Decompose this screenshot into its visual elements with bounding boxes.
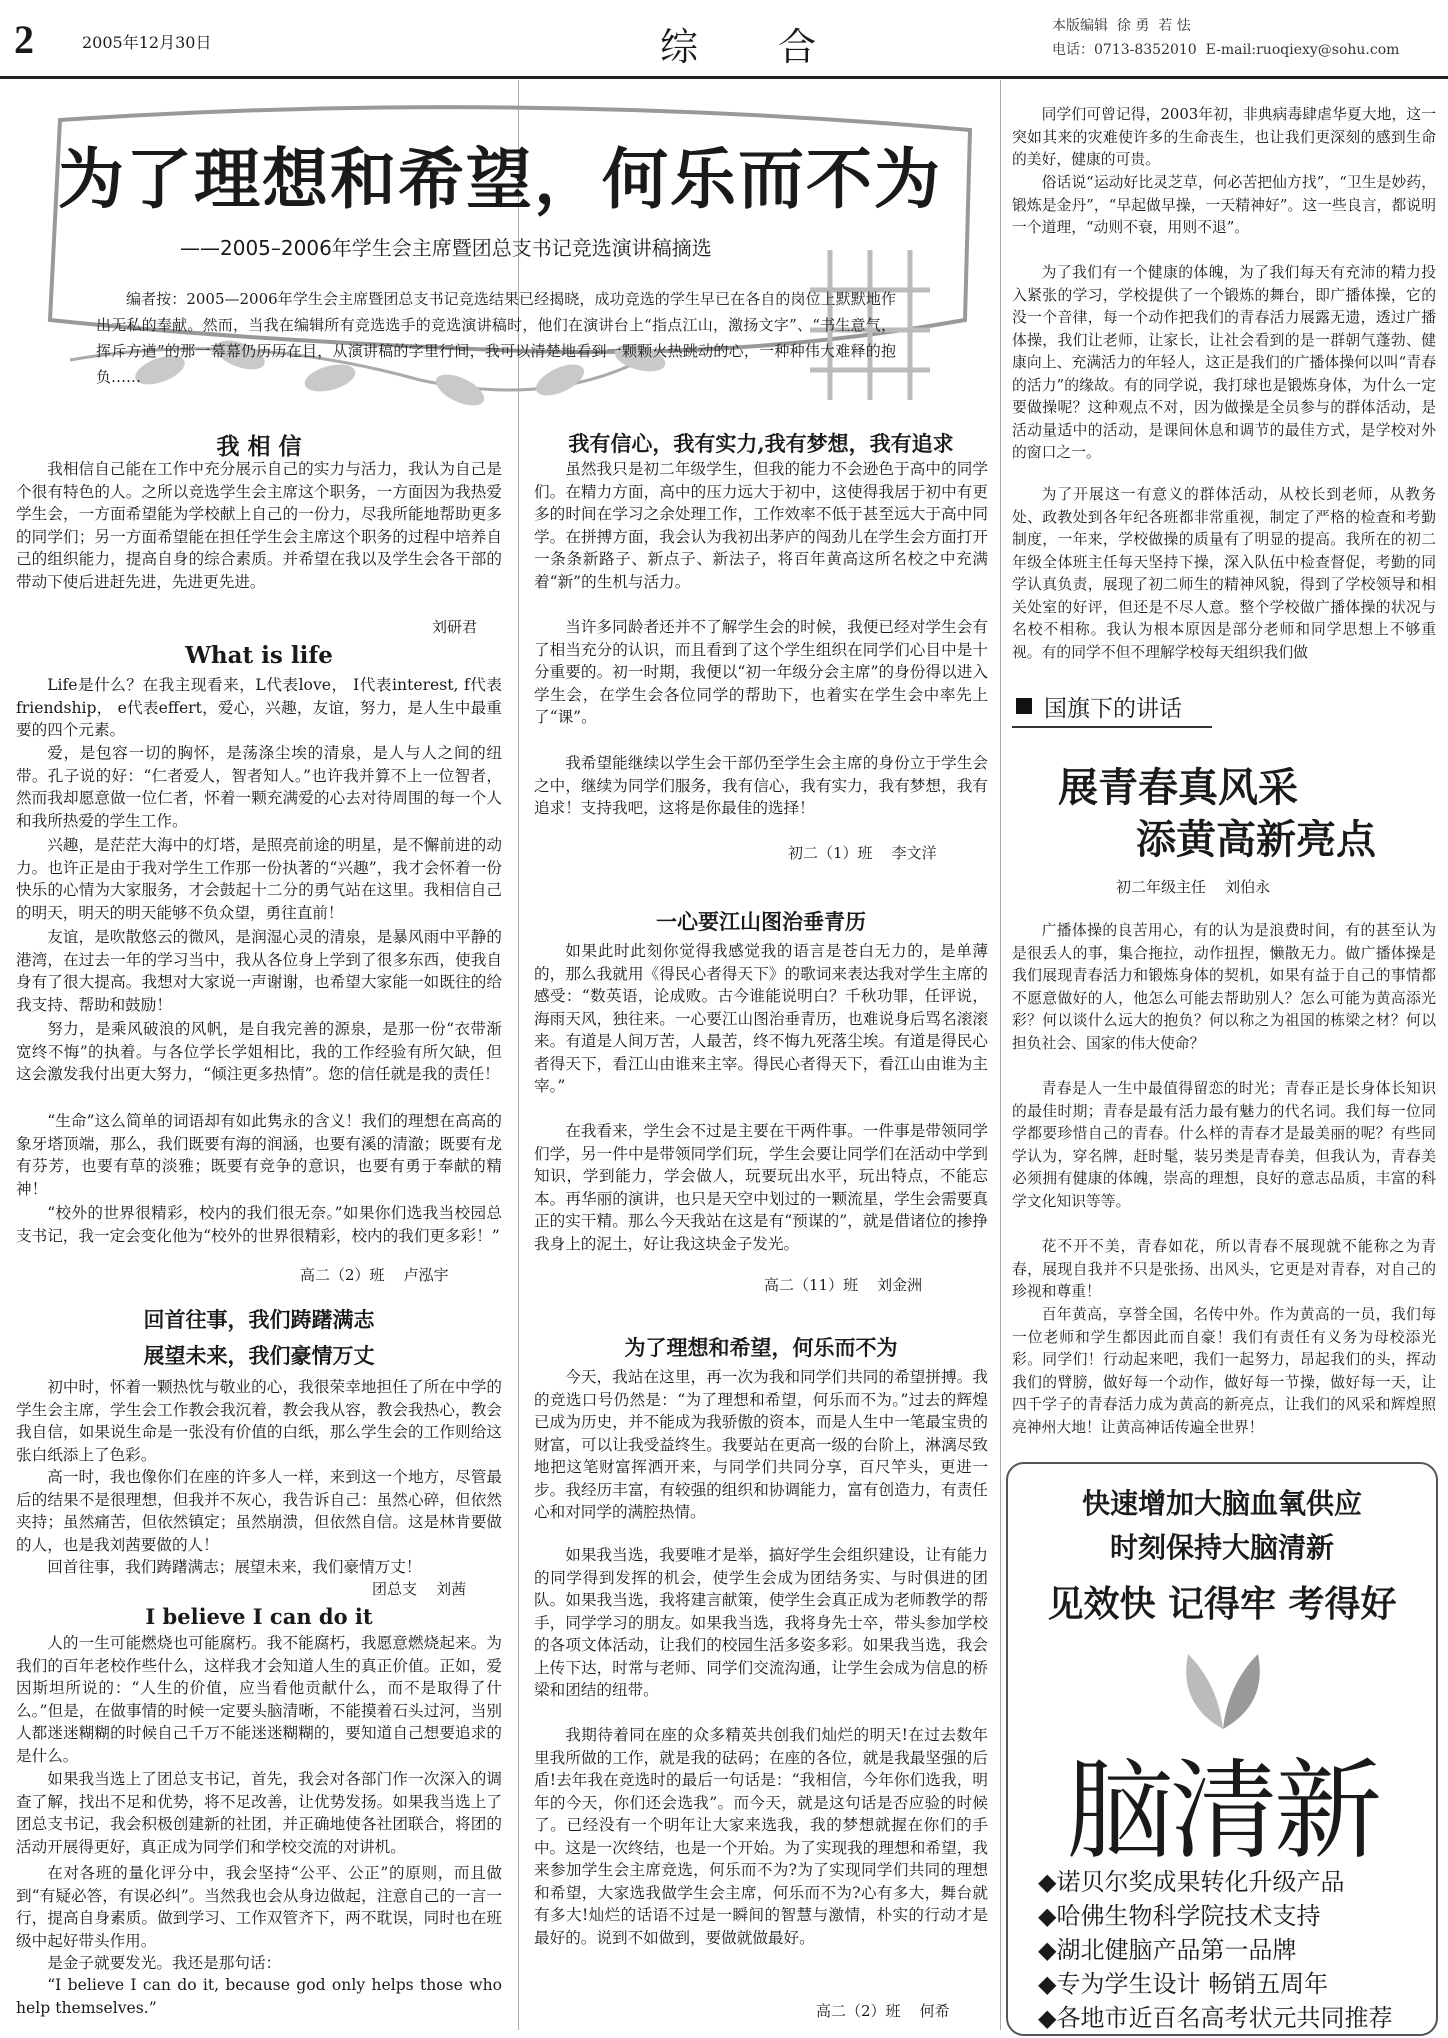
article-author: 刘研君 [432,618,478,636]
article-body: 初中时，怀着一颗热忱与敬业的心，我很荣幸地担任了所在中学的学生会主席，学生会工作教会我沉着，教会我从容，教会我热心，教会我自信，如果说生命是一张没有价值的白纸，那么学生会的工作则给这张白纸添上了色彩。 [16,1378,502,1464]
advertisement [1006,1462,1438,2036]
article-byline: 初二年级主任 刘伯永 [1116,878,1271,896]
section-title: 综 合 [660,25,851,69]
article-body: 我希望能继续以学生会干部仍至学生会主席的身份立于学生会之中，继续为同学们服务，我有信心，我有实力，我有梦想，我有追求！支持我吧，这将是你最佳的选择！ [534,754,988,817]
article-title: I believe I can do it [145,1604,373,1629]
article-quote: “I believe I can do it, because god only helps those who help themselves.” [16,1976,502,2017]
article-title: 展青春真风采 [1058,765,1298,811]
article-body: 如果我当选上了团总支书记，首先，我会对各部门作一次深入的调查了解，找出不足和优势，将不足改善，让优势发扬。如果我当选上了团总支书记，我会积极创建新的社团，并正确地使各社团联合，将团的活动开展得更好，真正成为同学们和学校交流的对讲机。 [16,1770,502,1856]
column-tag: 国旗下的讲话 [1044,696,1182,722]
article-title: 为了理想和希望，何乐而不为 [624,1335,898,1360]
article-title: 添黄高新亮点 [1136,817,1376,863]
section-marker [1016,698,1032,714]
article-body: “生命”这么简单的词语却有如此隽永的含义！我们的理想在高高的象牙塔顶端，那么，我们既要有海的润涵，也要有溪的清澈；既要有龙有芬芳，也要有草的淡雅；既要有竞争的意识，也要有勇于奉献的精神！ [16,1112,502,1198]
article-body: 百年黄高，享誉全国，名传中外。作为黄高的一员，我们每一位老师和学生都因此而自豪！我们有责任有义务为母校添光彩。同学们！行动起来吧，我们一起努力，昂起我们的头，挥动我们的臂膀，做好每一个动作，做好每一节操，做好每一天，让四千学子的青春活力成为黄高的新亮点，让我们的风采和辉煌照亮神州大地！让黄高神话传遍全世界！ [1012,1306,1436,1436]
ad-logo: 脑清新 [1065,1749,1378,1874]
leaf-illustration [1158,1644,1288,1734]
article-title: 一心要江山图治垂青历 [656,909,866,934]
article-body: 如果此时此刻你觉得我感觉我的语言是苍白无力的，是单薄的，那么我就用《得民心者得天下》的歌词来表达我对学生主席的感受：“数英语，论成败。古今谁能说明白？千秋功罪，任评说，海雨天风，独往来。一心要江山图治垂青历，也难说身后骂名滚滚来。有道是人间万苦，人最苦，终不悔九死落尘埃。有道是得民心者得天下，看江山由谁来主宰。得民心者得天下，看江山由谁为主宰。” [534,942,988,1095]
article-body: 在对各班的量化评分中，我会坚持“公平、公正”的原则，而且做到“有疑必答，有误必纠”。当然我也会从身边做起，注意自己的一言一行，提高自身素质。做到学习、工作双管齐下，两不耽误，同时也在班级中起好带头作用。 [16,1864,502,1950]
article-title: 我有信心，我有实力,我有梦想，我有追求 [568,431,954,456]
article-title: 我 相 信 [216,433,302,460]
article-body: 同学们可曾记得，2003年初，非典病毒肆虐华夏大地，这一突如其来的灾难使许多的生命丧生，也让我们更深刻的感到生命的美好，健康的可贵。 [1012,106,1436,168]
article-body: 人的一生可能燃烧也可能腐朽。我不能腐朽，我愿意燃烧起来。为我们的百年老校作些什么，这样我才会知道人生的真正价值。正如，爱因斯坦所说的：“人生的价值，应当看他贡献什么，而不是取得了什么。”但是，在做事情的时候一定要头脑清晰，不能摸着石头过河，当别人都迷迷糊糊的时候自己千万不能迷迷糊糊的，要知道自己想要追求的是什么。 [16,1634,502,1765]
contact-line: 电话：0713-8352010 E-mail:ruoqiexy@sohu.com [1052,42,1400,58]
ad-bullet: ◆湖北健脑产品第一品牌 [1038,1936,1297,1964]
article-body: 是金子就要发光。我还是那句话： [47,1954,282,1972]
article-body: 广播体操的良苦用心，有的认为是浪费时间，有的甚至认为是很丢人的事，集合拖拉，动作扭捏，懒散无力。做广播体操是我们展现青春活力和锻炼身体的契机，如果有益于自己的事情都不愿意做好的人，他怎么可能去帮助别人？怎么可能为黄高添光彩？何以谈什么远大的抱负？何以称之为祖国的栋梁之材？何以担负社会、国家的伟大使命？ [1012,922,1436,1052]
editor-line: 本版编辑 徐 勇 若 怯 [1052,18,1191,34]
article-body: 爱，是包容一切的胸怀，是荡涤尘埃的清泉，是人与人之间的纽带。孔子说的好：“仁者爱人，智者知人。”也许我并算不上一位智者，然而我却愿意做一位仁者，怀着一颗充满爱的心去对待周围的每一个人和我所热爱的学生工作。 [16,744,502,830]
article-body: 回首往事，我们踌躇满志；展望未来，我们豪情万丈！ [47,1558,422,1576]
ad-bullet: ◆各地市近百名高考状元共同推荐 [1038,2004,1393,2032]
ad-bullet: ◆哈佛生物科学院技术支持 [1038,1902,1321,1930]
article-body: 今天，我站在这里，再一次为我和同学们共同的希望拼搏。我的竞选口号仍然是：“为了理想和希望，何乐而不为。”过去的辉煌已成为历史，并不能成为我骄傲的资本，而是人生中一笔最宝贵的财富，可以让我受益终生。我要站在更高一级的台阶上，淋漓尽致地把这笔财富挥洒开来，与同学们共同分享，百尺竿头，更进一步。我经历丰富，有较强的组织和协调能力，富有创造力，有责任心和对同学的满腔热情。 [534,1368,988,1521]
issue-date: 2005年12月30日 [82,33,212,52]
ad-headline: 时刻保持大脑清新 [1109,1531,1334,1564]
article-body: 友谊，是吹散悠云的微风，是润湿心灵的清泉，是暴风雨中平静的港湾，在过去一年的学习当中，我从各位身上学到了很多东西，使我自身有了很大提高。我想对大家说一声谢谢，也希望大家能一如既往的给我支持、帮助和鼓励！ [16,928,502,1014]
article-author: 高二（11）班 刘金洲 [764,1276,923,1294]
article-body: 虽然我只是初二年级学生，但我的能力不会逊色于高中的同学们。在精力方面，高中的压力远大于初中，这使得我居于初中有更多的时间在学习之余处理工作，工作效率不低于甚至远大于高中同学。在拼搏方面，我会认为我初出茅庐的闯劲儿在学生会方面打开一条条新路子、新点子、新法子，将百年黄高这所名校之中充满着“新”的生机与活力。 [534,460,988,591]
article-body: Life是什么？在我主现看来，L代表love， I代表interest, f代表friendship， e代表effert，爱心，兴趣，友谊，努力，是人生中最重要的四个元素。 [16,676,502,739]
tag-underline [1012,726,1212,728]
ad-bullet: ◆诺贝尔奖成果转化升级产品 [1038,1868,1345,1896]
page-number: 2 [14,17,34,62]
article-body: 如果我当选，我要唯才是举，搞好学生会组织建设，让有能力的同学得到发挥的机会，使学生会成为团结务实、与时俱进的团队。如果我当选，我将建言献策，使学生会真正成为老师教学的帮手，同学学习的朋友。如果我当选，我将身先士卒，带头参加学校的各项文体活动，让我们的校园生活多姿多彩。如果我当选，我会上传下达，时常与老师、同学们交流沟通，让学生会成为信息的桥梁和团结的纽带。 [534,1546,988,1699]
article-author: 团总支 刘茜 [372,1580,467,1598]
article-body: 我相信自己能在工作中充分展示自己的实力与活力，我认为自己是个很有特色的人。之所以竞选学生会主席这个职务，一方面因为我热爱学生会，一方面希望能为学校献上自己的一份力，尽我所能地帮助更多的同学们；另一方面希望能在担任学生会主席这个职务的过程中培养自己的组织能力，提高自身的综合素质。并希望在我以及学生会各干部的带动下使后进赶先进，先进更先进。 [16,460,502,591]
main-title: 为了理想和希望，何乐而不为 [58,141,942,218]
ad-slogan: 见效快 记得牢 考得好 [1047,1584,1397,1625]
article-body: 花不开不美，青春如花，所以青春不展现就不能称之为青春，展现自我并不只是张扬、出风头，它更是对青春，对自己的珍视和尊重！ [1012,1238,1436,1300]
ad-headline: 快速增加大脑血氧供应 [1081,1487,1362,1520]
article-author: 高二（2）班 何希 [816,2002,950,2020]
article-title: 展望未来，我们豪情万丈 [143,1343,375,1368]
article-title: 回首往事，我们踌躇满志 [143,1307,375,1332]
article-body: 俗话说“运动好比灵芝草，何必苦把仙方找”，“卫生是妙药，锻炼是金丹”，“早起做早操，一天精神好”。这一些良言，都说明一个道理，“动则不衰，用则不退”。 [1012,174,1436,236]
article-body: 当许多同龄者还并不了解学生会的时候，我便已经对学生会有了相当充分的认识，而且看到了这个学生组织在同学们心目中是十分重要的。初一时期，我便以“初一年级分会主席”的身份得以进入学生会，在学生会各位同学的帮助下，也着实在学生会中率先上了“课”。 [534,618,988,726]
editor-note: 编者按：2005—2006年学生会主席暨团总支书记竞选结果已经揭晓，成功竞选的学生早已在各自的岗位上默默地作出无私的奉献。然而，当我在编辑所有竞选选手的竞选演讲稿时，他们在演讲台上“指点江山，激扬文字”、“书生意气，挥斥方遒”的那一幕幕仍历历在目，从演讲稿的字里行间，我可以清楚地看到一颗颗火热跳动的心，一种种伟大难释的抱负…… [96,290,896,386]
main-subtitle: ——2005–2006年学生会主席暨团总支书记竞选演讲稿摘选 [180,236,712,260]
column-divider [1000,80,1001,2030]
article-author: 高二（2）班 卢泓宇 [300,1266,449,1284]
article-body: “校外的世界很精彩，校内的我们很无奈。”如果你们选我当校园总支书记，我一定会变化他为“校外的世界很精彩，校内的我们更多彩！” [16,1204,502,1245]
editor-info [1052,14,1399,62]
article-body: 青春是人一生中最值得留恋的时光；青春正是长身体长知识的最佳时期；青春是最有活力最有魅力的代名词。我们每一位同学都要珍惜自己的青春。什么样的青春才是最美丽的呢？有些同学认为，穿名牌，赶时髦，装另类是青春美，但我认为，青春美必须拥有健康的体魄，崇高的理想，良好的意志品质，丰富的科学文化知识等等。 [1012,1080,1436,1210]
article-body: 为了我们有一个健康的体魄，为了我们每天有充沛的精力投入紧张的学习，学校提供了一个锻炼的舞台，即广播体操，它的没一个音律，每一个动作把我们的青春活力展露无遗，透过广播体操，我们让老师，让家长，让社会看到的是一群朝气蓬勃、健康向上、充满活力的年轻人，这正是我们的广播体操何以叫“青春的活力”的缘故。有的同学说，我打球也是锻炼身体，为什么一定要做操呢？这种观点不对，因为做操是全员参与的群体活动，是活动量适中的活动，是课间休息和调节的最佳方式，是学校对外的窗口之一。 [1012,264,1436,461]
article-body: 我期待着同在座的众多精英共创我们灿烂的明天!在过去数年里我所做的工作，就是我的砝码；在座的各位，就是我最坚强的后盾!去年我在竞选时的最后一句话是：“我相信，今年你们选我，明年的今天，你们还会选我”。而今天，就是这句话是否应验的时候了。已经没有一个明年让大家来选我，我的梦想就握在你们的手中。这是一次终结，也是一个开始。为了实现我的理想和希望，我来参加学生会主席竞选，何乐而不为?为了实现同学们共同的理想和希望，大家选我做学生会主席，何乐而不为?心有多大，舞台就有多大!灿烂的话语不过是一瞬间的智慧与激情，朴实的行动才是最好的。说到不如做到，要做就做最好。 [534,1726,988,1947]
ad-bullet: ◆专为学生设计 畅销五周年 [1038,1970,1329,1998]
article-title: What is life [185,642,333,669]
article-body: 高一时，我也像你们在座的许多人一样，来到这一个地方，尽管最后的结果不是很理想，但我并不灰心，我告诉自己：虽然心碎，但依然夹持；虽然痛苦，但依然镇定；虽然崩溃，但依然自信。这是林肯要做的人，也是我刘茜要做的人！ [16,1468,502,1554]
article-body: 在我看来，学生会不过是主要在干两件事。一件事是带领同学们学，另一件中是带领同学们玩，学生会要让同学们在活动中学到知识，学到能力，学会做人，玩要玩出水平，玩出特点，不能忘本。再华丽的演讲，也只是天空中划过的一颗流星，学生会需要真正的实干精。那么今天我站在这是有“预谋的”，就是借诸位的掺挣我身上的泥土，好让我这块金子发光。 [534,1122,988,1253]
article-body: 努力，是乘风破浪的风帆，是自我完善的源泉，是那一份“衣带渐宽终不悔”的执着。与各位学长学姐相比，我的工作经验有所欠缺，但这会激发我付出更大努力，“倾注更多热情”。您的信任就是我的责任！ [16,1020,502,1083]
article-body: 兴趣，是茫茫大海中的灯塔，是照亮前途的明星，是不懈前进的动力。也许正是由于我对学生工作那一份执著的“兴趣”，我才会怀着一份快乐的心情为大家服务，才会鼓起十二分的勇气站在这里。我相信自己的明天，明天的明天能够不负众望，勇往直前！ [16,836,502,922]
article-body: 为了开展这一有意义的群体活动，从校长到老师，从教务处、政教处到各年纪各班都非常重视，制定了严格的检查和考勤制度，一年来，学校做操的质量有了明显的提高。我所在的初二年级全体班主任每天坚持下操，深入队伍中检查督促，考勤的同学认真负责，展现了初二师生的精神风貌，得到了学校领导和相关处室的好评，但还是不尽人意。整个学校做广播体操的状况与名校不相称。我认为根本原因是部分老师和同学思想上不够重视。有的同学不但不理解学校每天组织我们做 [1012,486,1436,661]
article-author: 初二（1）班 李文洋 [788,844,937,862]
